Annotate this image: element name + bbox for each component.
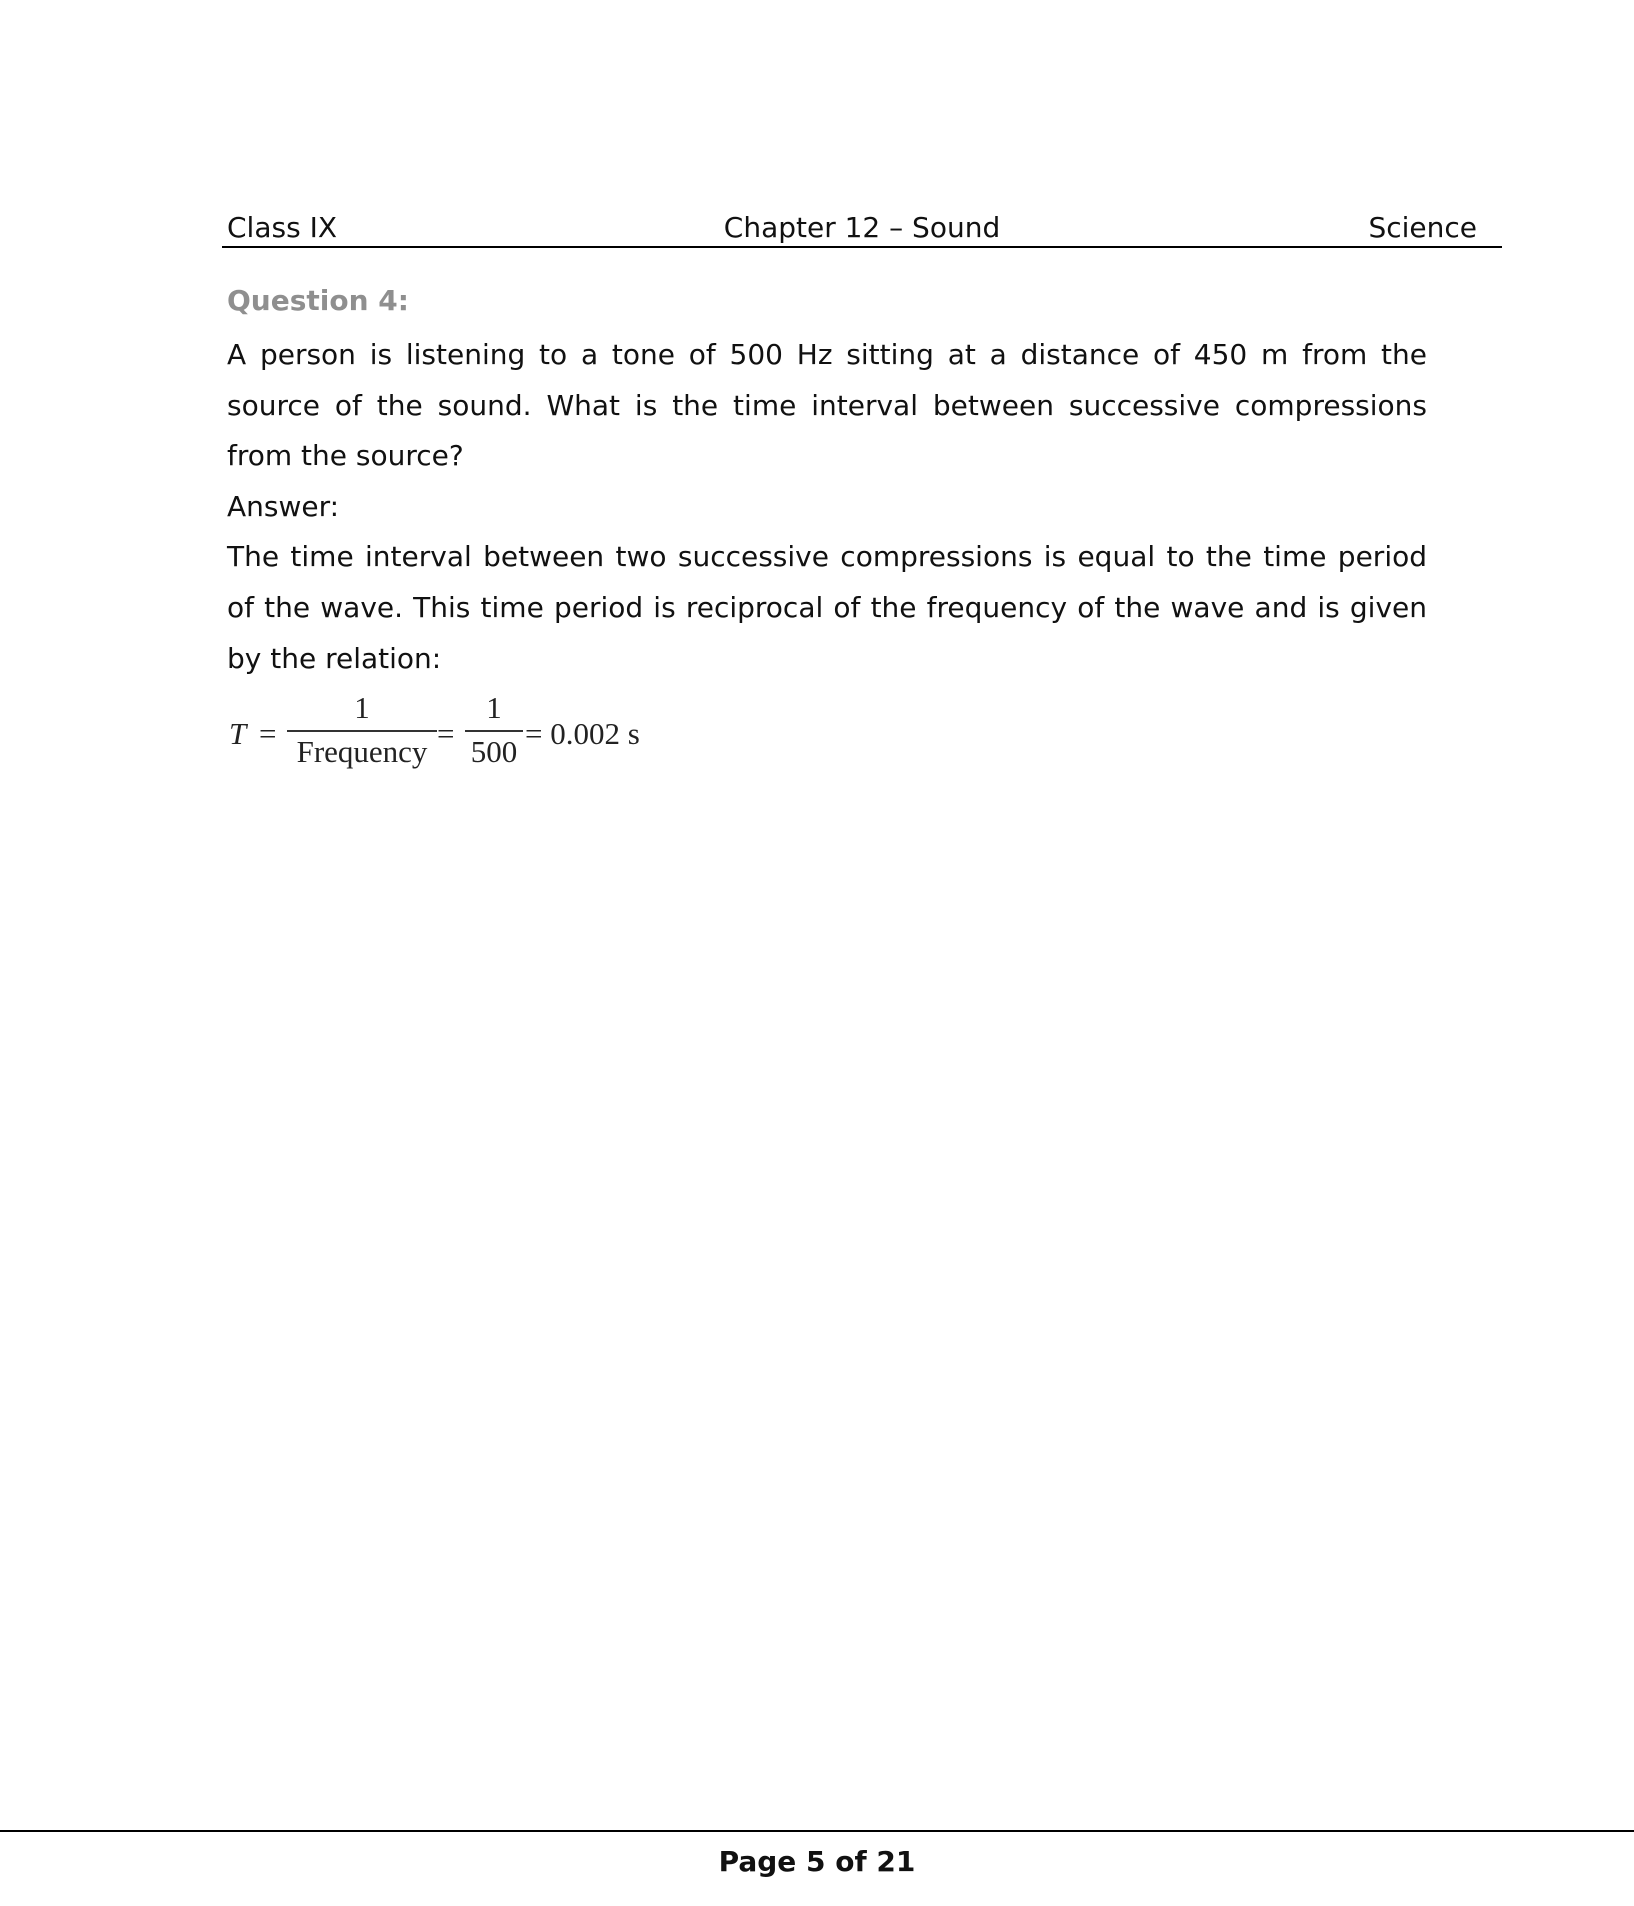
fraction-frequency-denominator: Frequency: [296, 734, 428, 769]
question-text: A person is listening to a tone of 500 Hz sitting at a distance of 450 m from the source of the sound. What is the time interval between successive compressions from the source?: [227, 338, 1427, 473]
page-footer: [0, 1830, 1634, 1882]
header-chapter: Chapter 12 – Sound: [723, 211, 1001, 244]
formula-equals-1: =: [259, 716, 277, 751]
period-formula: [227, 688, 687, 788]
fraction-500-numerator: 1: [486, 690, 502, 725]
page-header: [222, 210, 1502, 248]
formula-result: = 0.002 s: [525, 716, 640, 751]
header-class: Class IX: [227, 211, 338, 244]
formula-equals-2: =: [437, 716, 455, 751]
answer-label: Answer:: [227, 489, 340, 523]
header-subject: Science: [1368, 211, 1477, 244]
fraction-frequency: [287, 688, 437, 772]
page-number: Page 5 of 21: [718, 1845, 916, 1878]
formula-lhs: T: [229, 716, 247, 751]
fraction-500-denominator: 500: [470, 734, 518, 769]
question-title: Question 4:: [227, 284, 409, 317]
page-content: [227, 280, 1427, 684]
fraction-500: [465, 688, 523, 772]
answer-text: The time interval between two successive compressions is equal to the time period of the wave. This time period is reciprocal of the frequency of the wave and is given by the relation:: [227, 540, 1427, 675]
fraction-frequency-numerator: 1: [354, 690, 370, 725]
